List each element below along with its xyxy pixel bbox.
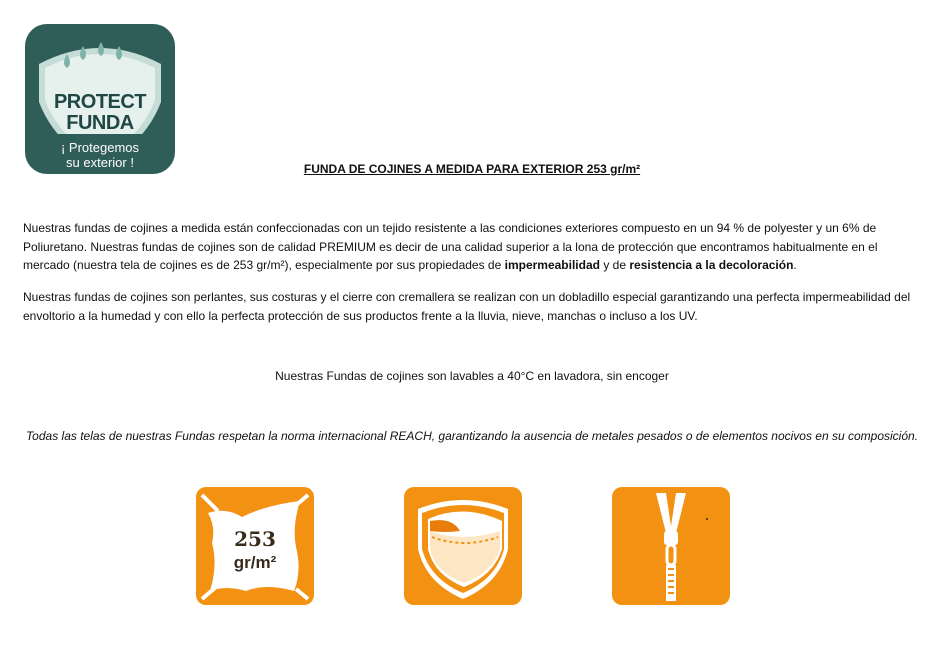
reach-note: Todas las telas de nuestras Fundas respetan la norma internacional REACH, garantizando la ausencia de metales pesados o de elementos nocivos en su composición. bbox=[25, 429, 919, 443]
logo-slogan-line1: ¡ Protegemos bbox=[60, 140, 140, 155]
seams-paragraph: Nuestras fundas de cojines son perlantes, sus costuras y el cierre con cremallera se realizan con un dobladillo especial garantizando una perfecta impermeabilidad del envoltorio a la humedad y con ello la perfecta protección de sus productos frente a la lluvia, nieve, manchas o incluso a los UV. bbox=[23, 290, 911, 323]
washable-note: Nuestras Fundas de cojines son lavables a 40°C en lavadora, sin encoger bbox=[275, 369, 669, 383]
document-title: FUNDA DE COJINES A MEDIDA PARA EXTERIOR 253 gr/m² bbox=[303, 162, 641, 176]
logo-slogan-line2: su exterior ! bbox=[66, 155, 134, 170]
zipper-icon bbox=[612, 487, 730, 605]
zipper-badge bbox=[612, 487, 730, 605]
bold-impermeabilidad: impermeabilidad bbox=[504, 258, 600, 272]
bold-resistencia: resistencia a la decoloración bbox=[629, 258, 794, 272]
seam-protection-badge bbox=[404, 487, 522, 605]
shield-seam-icon bbox=[404, 487, 522, 605]
logo-title-line2: FUNDA bbox=[66, 112, 134, 134]
composition-paragraph bbox=[23, 219, 923, 275]
fabric-weight-badge bbox=[196, 487, 314, 605]
logo-title-line1: PROTECT bbox=[53, 91, 147, 113]
paragraph1-text-middle: y de bbox=[599, 258, 630, 272]
protect-funda-logo bbox=[25, 24, 175, 174]
badge-weight-unit: gr/m² bbox=[233, 553, 277, 572]
paragraph1-text-end: . bbox=[793, 258, 797, 272]
paragraph1-text-before: Nuestras fundas de cojines a medida están confeccionadas con un tejido resistente a las condiciones exteriores compuesto en un 94 % de polyester y un 6% de Poliuretano. Nuestras fundas de cojines son de calidad PREMIUM es decir de una calidad superior a la lona de protección que encontramos habitualmente en el mercado (nuestra tela de cojines es de 253 gr/m²), especialmente por sus propiedades de bbox=[23, 221, 878, 272]
badge-weight-number: 253 bbox=[234, 527, 276, 551]
